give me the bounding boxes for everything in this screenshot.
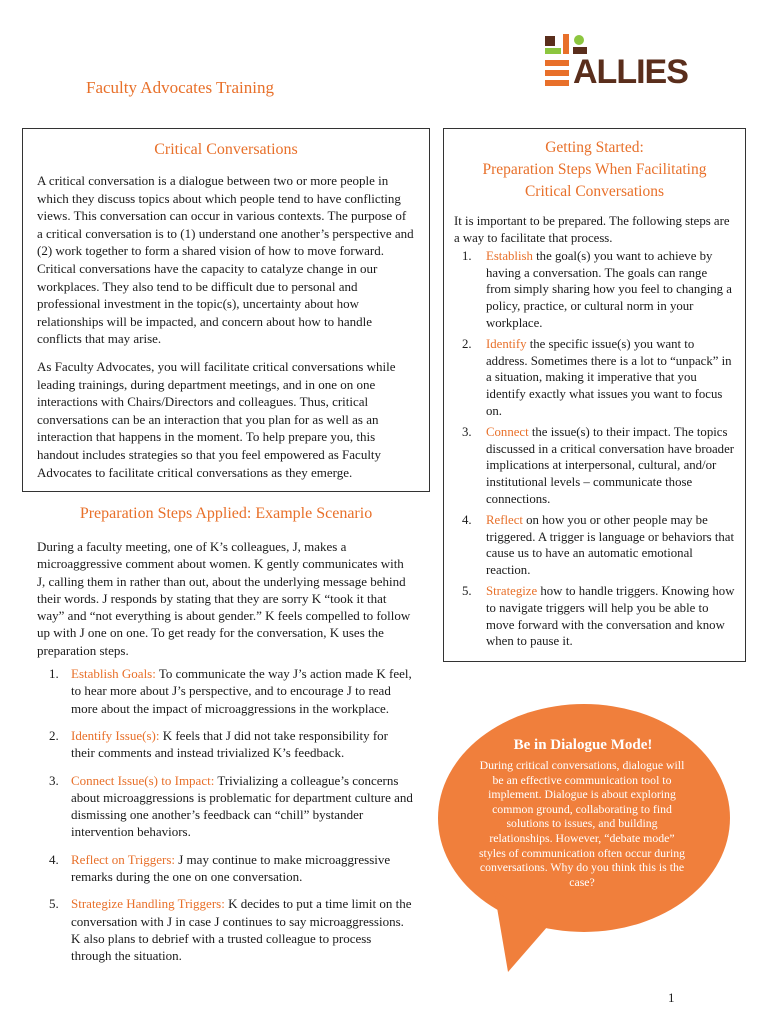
step-number: 3. <box>49 772 59 788</box>
step-lead: Strategize <box>486 584 538 599</box>
step-lead: Reflect <box>486 513 523 528</box>
step-number: 3. <box>462 425 472 440</box>
step-lead: Establish Goals: <box>71 666 156 682</box>
step-lead: Identify <box>486 337 527 352</box>
critical-conversations-title: Critical Conversations <box>154 141 298 158</box>
step-text: Trivializing a colleague’s concerns about microaggressions is problematic for department culture and dismissing one another’s feedback can “chill” bystander intervention behaviors. <box>71 772 413 840</box>
step-text: K feels that J did not take responsibility for their comments and instead trivialized K’s feedback. <box>71 727 388 761</box>
bubble-title: Be in Dialogue Mode! <box>513 737 653 753</box>
step-number: 5. <box>462 584 472 599</box>
getting-started-title-line-1: Getting Started: <box>545 139 644 156</box>
step-number: 1. <box>462 249 472 264</box>
step-lead: Connect <box>486 425 529 440</box>
step-lead: Establish <box>486 249 533 264</box>
step-text: the issue(s) to their impact. The topics discussed in a critical conversation have broader implications at interpersonal, cultural, and/or institutional levels – communicate those connections. <box>486 425 735 506</box>
step-lead: Identify Issue(s): <box>71 727 160 743</box>
step-number: 1. <box>49 666 59 682</box>
bubble-text: During critical conversations, dialogue will be an effective communication tool to implement. Dialogue is about exploring common ground, collaborating to find solutions to issues, and building relationships. However, “debate mode” styles of communication often occur during conversations. Why do you think this is the case? <box>478 758 686 889</box>
step-text: K decides to put a time limit on the conversation with J in case J continues to say microaggressions. K also plans to debrief with a trusted colleague to process through the situation. <box>71 896 412 964</box>
scenario-title: Preparation Steps Applied: Example Scenario <box>79 505 373 522</box>
getting-started-title-line-3: Critical Conversations <box>524 183 665 200</box>
step-number: 5. <box>49 896 59 912</box>
step-text: the specific issue(s) you want to address. Sometimes there is a lot to “unpack” in a situation, making it imperative that you identify exactly what issues you want to focus on. <box>486 337 732 418</box>
step-lead: Connect Issue(s) to Impact: <box>71 772 215 788</box>
step-number: 4. <box>49 851 59 867</box>
getting-started-intro: It is important to be prepared. The following steps are a way to facilitate that process. <box>454 214 730 245</box>
step-number: 2. <box>462 337 472 352</box>
document-title: Faculty Advocates Training <box>86 78 274 97</box>
scenario-intro: During a faculty meeting, one of K’s colleagues, J, makes a microaggressive comment about women. K gently communicates with J, calling them in rather than out, about the underlying message behind their words. J responds by stating that they are sorry K “took it that way” and “not everything is about gender.” K feels compelled to follow up with J one on one. To get ready for the conversation, K uses the preparation steps. <box>37 539 411 658</box>
step-text: To communicate the way J’s action made K feel, to hear more about J’s perspective, and to encourage J to read more about the impact of microaggressions in the workplace. <box>71 666 412 716</box>
critical-paragraph-1: A critical conversation is a dialogue between two or more people in which they discuss topics about which people tend to have conflicting views. This conversation can occur in various contexts. The purpose of a critical conversation is to (1) understand one another’s perspective and (2) work together to form a shared vision of how to move forward. Critical conversations have the capacity to catalyze change in our workplaces. They also tend to be difficult due to personal and professional investment in the topic(s), uncertainty about how relationships will be impacted, and concern about how to handle conflicts that may arise. <box>37 173 414 347</box>
page-number: 1 <box>668 990 675 1005</box>
critical-paragraph-2: As Faculty Advocates, you will facilitate critical conversations while leading trainings, during department meetings, and in one on one interactions with Chairs/Directors and colleagues. Thus, critical conversations can be an interaction that you plan for as well as an interaction that happens in the moment. To help prepare you, this handout includes strategies so that you feel empowered as Faculty Advocates to facilitate critical conversations as they emerge. <box>37 358 396 480</box>
step-text: J may continue to make microaggressive remarks during the one on one conversation. <box>71 851 391 885</box>
logo-wordmark: ALLIES <box>573 53 688 91</box>
step-number: 2. <box>49 727 59 743</box>
step-number: 4. <box>462 513 472 528</box>
step-text: on how you or other people may be triggered. A trigger is language or behaviors that cause us to have an automatic emotional reaction. <box>486 513 735 577</box>
step-text: how to handle triggers. Knowing how to navigate triggers will help you be able to move forward with the conversation and know when to pause it. <box>486 584 735 649</box>
step-lead: Strategize Handling Triggers: <box>71 896 225 912</box>
getting-started-title-line-2: Preparation Steps When Facilitating <box>482 161 707 178</box>
step-lead: Reflect on Triggers: <box>71 851 175 867</box>
step-text: the goal(s) you want to achieve by having a conversation. The goals can range from simply sharing how you feel to changing a policy, practice, or cultural norm in your workplace. <box>486 249 732 330</box>
